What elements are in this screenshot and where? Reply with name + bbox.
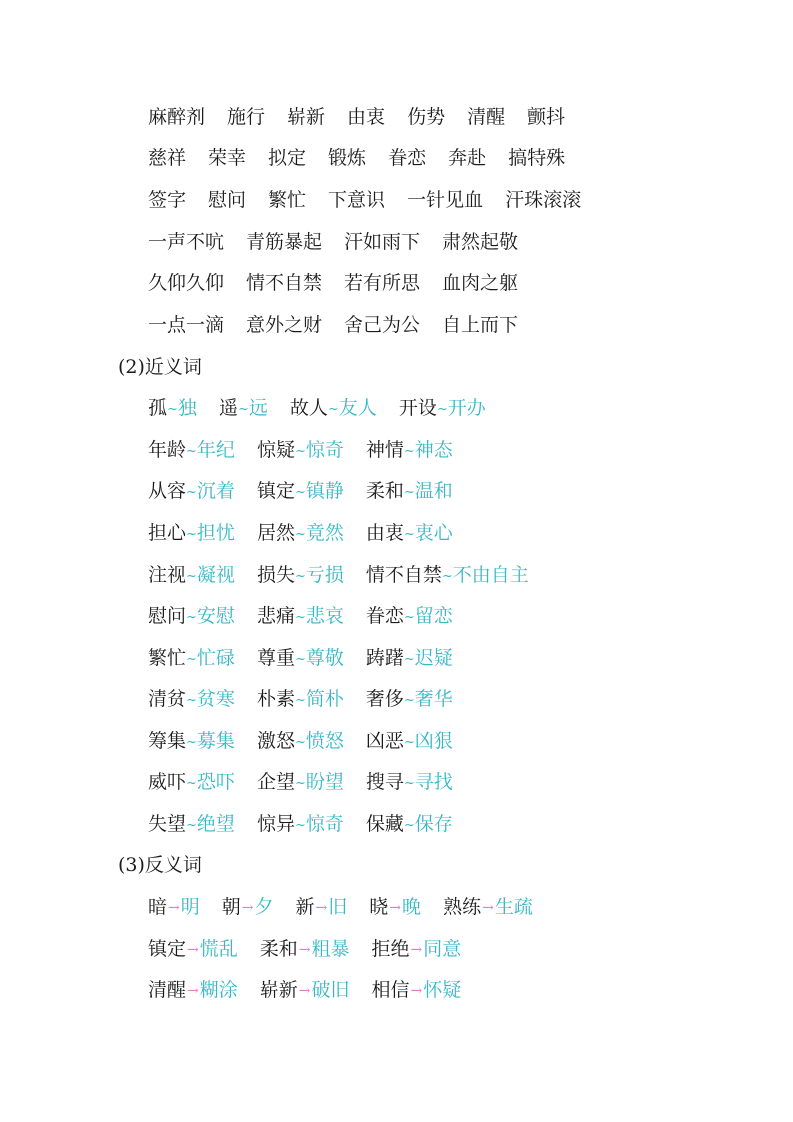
vocab-word: 崭新 xyxy=(287,106,326,128)
word: 镇定 xyxy=(148,938,187,960)
tilde-separator: ~ xyxy=(186,735,197,750)
tilde-separator: ~ xyxy=(186,776,197,791)
vocab-word: 拟定 xyxy=(268,147,307,169)
vocab-word: 施行 xyxy=(227,106,266,128)
word: 凶恶 xyxy=(365,730,404,752)
tilde-separator: ~ xyxy=(294,569,306,584)
tilde-separator: ~ xyxy=(403,776,415,791)
arrow-icon: → xyxy=(410,942,423,958)
tilde-separator: ~ xyxy=(186,818,197,833)
word: 保藏 xyxy=(365,813,404,835)
answer-word: 惊奇 xyxy=(305,813,344,835)
word-pair xyxy=(257,560,344,592)
vocab-word: 奔赴 xyxy=(448,147,487,169)
word-pair xyxy=(148,975,238,1006)
synonyms-heading: (2)近义词 xyxy=(118,356,202,378)
vocab-word: 意外之财 xyxy=(246,314,323,336)
vocab-word: 自上而下 xyxy=(442,314,519,336)
word: 崭新 xyxy=(259,979,298,1001)
synonym-row xyxy=(148,560,551,590)
tilde-separator: ~ xyxy=(294,444,306,459)
word: 踌躇 xyxy=(365,647,404,669)
tilde-separator: ~ xyxy=(403,610,415,625)
vocab-row xyxy=(148,185,603,215)
arrow-icon: → xyxy=(389,900,402,916)
word-pair xyxy=(366,726,453,758)
answer-word: 募集 xyxy=(196,730,235,752)
word-pair xyxy=(219,393,268,425)
arrow-icon: → xyxy=(187,942,199,958)
vocab-word: 繁忙 xyxy=(268,189,307,211)
tilde-separator: ~ xyxy=(327,402,339,417)
word: 孤 xyxy=(148,397,168,419)
word-pair xyxy=(366,476,453,508)
synonym-row xyxy=(148,767,475,797)
answer-word: 寻找 xyxy=(414,771,453,793)
vocab-row xyxy=(148,102,587,132)
word: 朴素 xyxy=(256,688,295,710)
arrow-icon: → xyxy=(168,900,180,916)
word-pair xyxy=(260,934,350,965)
answer-word: 衷心 xyxy=(414,522,453,544)
word: 暗 xyxy=(148,896,168,918)
vocab-word: 肃然起敬 xyxy=(442,231,519,253)
word-pair xyxy=(148,643,235,675)
vocab-word: 颤抖 xyxy=(527,106,566,128)
synonym-row xyxy=(148,601,475,631)
vocab-row xyxy=(148,310,540,340)
word: 相信 xyxy=(371,979,410,1001)
word-pair xyxy=(369,892,421,923)
word-pair xyxy=(366,684,453,716)
answer-word: 竟然 xyxy=(305,522,344,544)
word-pair xyxy=(148,934,238,965)
antonym-row xyxy=(148,934,483,964)
vocab-word: 麻醉剂 xyxy=(148,106,206,128)
answer-word: 旧 xyxy=(328,896,348,918)
vocab-word: 搞特殊 xyxy=(508,147,566,169)
word: 从容 xyxy=(148,480,187,502)
vocab-word: 舍己为公 xyxy=(344,314,421,336)
word-pair xyxy=(148,393,197,425)
answer-word: 盼望 xyxy=(305,771,344,793)
word: 失望 xyxy=(148,813,187,835)
arrow-icon: → xyxy=(482,900,494,916)
word-pair xyxy=(148,892,200,923)
synonym-row xyxy=(148,684,475,714)
answer-word: 绝望 xyxy=(196,813,235,835)
tilde-separator: ~ xyxy=(186,693,197,708)
vocab-row xyxy=(148,268,540,298)
arrow-icon: → xyxy=(298,983,311,999)
word: 惊异 xyxy=(256,813,295,835)
answer-word: 忙碌 xyxy=(196,647,235,669)
vocab-word: 血肉之躯 xyxy=(442,272,519,294)
word-pair xyxy=(372,975,462,1006)
word-pair xyxy=(366,518,453,550)
synonym-row xyxy=(148,393,508,423)
word-pair xyxy=(257,476,344,508)
vocab-word: 由衷 xyxy=(347,106,386,128)
arrow-icon: → xyxy=(187,983,199,999)
answer-word: 镇静 xyxy=(305,480,344,502)
synonym-row xyxy=(148,726,475,756)
synonym-row xyxy=(148,643,475,673)
answer-word: 贫寒 xyxy=(196,688,235,710)
answer-word: 神态 xyxy=(414,439,453,461)
word: 激怒 xyxy=(256,730,295,752)
word: 熟练 xyxy=(443,896,482,918)
vocab-word: 荣幸 xyxy=(208,147,247,169)
answer-word: 沉着 xyxy=(196,480,235,502)
answer-word: 惊奇 xyxy=(305,439,344,461)
word: 遥 xyxy=(218,397,238,419)
answer-word: 明 xyxy=(180,896,200,918)
word-pair xyxy=(366,767,453,799)
tilde-separator: ~ xyxy=(186,569,197,584)
word-pair xyxy=(257,435,344,467)
word: 眷恋 xyxy=(365,605,404,627)
vocab-word: 签字 xyxy=(148,189,187,211)
answer-word: 恐吓 xyxy=(196,771,235,793)
answer-word: 生疏 xyxy=(494,896,533,918)
vocab-word: 下意识 xyxy=(328,189,386,211)
word: 年龄 xyxy=(148,439,187,461)
answer-word: 夕 xyxy=(254,896,274,918)
word: 筹集 xyxy=(148,730,187,752)
tilde-separator: ~ xyxy=(294,776,306,791)
tilde-separator: ~ xyxy=(403,652,415,667)
word-pair xyxy=(257,518,344,550)
tilde-separator: ~ xyxy=(403,818,415,833)
word: 惊疑 xyxy=(256,439,295,461)
vocab-word: 一针见血 xyxy=(407,189,484,211)
word: 企望 xyxy=(256,771,295,793)
vocab-row xyxy=(148,143,587,173)
synonym-row xyxy=(148,435,475,465)
word-pair xyxy=(148,767,235,799)
vocab-word: 汗珠滚滚 xyxy=(505,189,582,211)
answer-word: 担忧 xyxy=(196,522,235,544)
word: 奢侈 xyxy=(365,688,404,710)
answer-word: 尊敬 xyxy=(305,647,344,669)
word: 开设 xyxy=(398,397,437,419)
word-pair xyxy=(257,809,344,841)
answer-word: 安慰 xyxy=(196,605,235,627)
word-pair xyxy=(257,726,344,758)
word-pair xyxy=(296,892,348,923)
word-pair xyxy=(148,435,235,467)
tilde-separator: ~ xyxy=(167,402,178,417)
antonym-row xyxy=(148,975,483,1005)
tilde-separator: ~ xyxy=(294,610,306,625)
tilde-separator: ~ xyxy=(294,735,306,750)
answer-word: 保存 xyxy=(414,813,453,835)
tilde-separator: ~ xyxy=(294,818,306,833)
vocab-word: 伤势 xyxy=(407,106,446,128)
antonyms-heading: (3)反义词 xyxy=(118,854,202,876)
word: 慰问 xyxy=(148,605,187,627)
tilde-separator: ~ xyxy=(186,444,197,459)
word: 故人 xyxy=(289,397,328,419)
word-pair xyxy=(148,518,235,550)
vocab-word: 青筋暴起 xyxy=(246,231,323,253)
vocab-word: 慰问 xyxy=(208,189,247,211)
word: 搜寻 xyxy=(365,771,404,793)
tilde-separator: ~ xyxy=(186,527,197,542)
word-pair xyxy=(366,601,453,633)
word-pair xyxy=(366,643,453,675)
vocab-word: 一声不吭 xyxy=(148,231,225,253)
answer-word: 同意 xyxy=(423,938,462,960)
vocab-word: 清醒 xyxy=(467,106,506,128)
word-pair xyxy=(260,975,350,1006)
arrow-icon: → xyxy=(298,942,311,958)
answer-word: 破旧 xyxy=(311,979,350,1001)
tilde-separator: ~ xyxy=(294,652,306,667)
word: 损失 xyxy=(256,564,295,586)
answer-word: 不由自主 xyxy=(452,564,529,586)
word: 神情 xyxy=(365,439,404,461)
tilde-separator: ~ xyxy=(441,569,453,584)
word: 镇定 xyxy=(256,480,295,502)
answer-word: 温和 xyxy=(414,480,453,502)
word-pair xyxy=(148,476,235,508)
answer-word: 亏损 xyxy=(305,564,344,586)
word: 朝 xyxy=(221,896,241,918)
word-pair xyxy=(148,809,235,841)
tilde-separator: ~ xyxy=(403,527,415,542)
tilde-separator: ~ xyxy=(403,735,415,750)
word: 柔和 xyxy=(365,480,404,502)
vocab-word: 一点一滴 xyxy=(148,314,225,336)
vocab-word: 若有所思 xyxy=(344,272,421,294)
tilde-separator: ~ xyxy=(294,485,306,500)
word-pair xyxy=(257,601,344,633)
word: 清贫 xyxy=(148,688,187,710)
word-pair xyxy=(148,684,235,716)
word: 居然 xyxy=(256,522,295,544)
answer-word: 留恋 xyxy=(414,605,453,627)
word: 注视 xyxy=(148,564,187,586)
tilde-separator: ~ xyxy=(294,527,306,542)
answer-word: 远 xyxy=(248,397,268,419)
synonym-row xyxy=(148,476,475,506)
arrow-icon: → xyxy=(410,983,423,999)
antonym-row xyxy=(148,892,555,922)
word: 担心 xyxy=(148,522,187,544)
word-pair xyxy=(222,892,274,923)
answer-word: 独 xyxy=(177,397,197,419)
tilde-separator: ~ xyxy=(436,402,448,417)
vocab-row xyxy=(148,227,540,257)
synonym-row xyxy=(148,809,475,839)
answer-word: 年纪 xyxy=(196,439,235,461)
word: 悲痛 xyxy=(256,605,295,627)
synonym-row xyxy=(148,518,475,548)
word: 尊重 xyxy=(256,647,295,669)
word-pair xyxy=(443,892,533,923)
vocab-word: 眷恋 xyxy=(388,147,427,169)
word: 情不自禁 xyxy=(365,564,442,586)
word-pair xyxy=(148,726,235,758)
word: 清醒 xyxy=(148,979,187,1001)
arrow-icon: → xyxy=(241,900,254,916)
answer-word: 凝视 xyxy=(196,564,235,586)
vocab-word: 慈祥 xyxy=(148,147,187,169)
answer-word: 凶狠 xyxy=(414,730,453,752)
word-pair xyxy=(366,560,529,592)
tilde-separator: ~ xyxy=(186,485,197,500)
answer-word: 慌乱 xyxy=(199,938,238,960)
answer-word: 糊涂 xyxy=(199,979,238,1001)
tilde-separator: ~ xyxy=(237,402,249,417)
vocab-word: 久仰久仰 xyxy=(148,272,225,294)
answer-word: 晚 xyxy=(402,896,422,918)
answer-word: 简朴 xyxy=(305,688,344,710)
answer-word: 开办 xyxy=(447,397,486,419)
answer-word: 怀疑 xyxy=(423,979,462,1001)
word-pair xyxy=(366,435,453,467)
tilde-separator: ~ xyxy=(403,693,415,708)
vocab-word: 情不自禁 xyxy=(246,272,323,294)
word: 由衷 xyxy=(365,522,404,544)
answer-word: 粗暴 xyxy=(311,938,350,960)
word-pair xyxy=(257,767,344,799)
word: 威吓 xyxy=(148,771,187,793)
arrow-icon: → xyxy=(315,900,328,916)
vocab-word: 锻炼 xyxy=(328,147,367,169)
word: 繁忙 xyxy=(148,647,187,669)
answer-word: 迟疑 xyxy=(414,647,453,669)
tilde-separator: ~ xyxy=(403,485,415,500)
word: 新 xyxy=(295,896,315,918)
word: 晓 xyxy=(369,896,389,918)
word-pair xyxy=(290,393,377,425)
word-pair xyxy=(399,393,486,425)
answer-word: 悲哀 xyxy=(305,605,344,627)
tilde-separator: ~ xyxy=(186,652,197,667)
word-pair xyxy=(148,560,235,592)
word-pair xyxy=(366,809,453,841)
tilde-separator: ~ xyxy=(403,444,415,459)
answer-word: 奢华 xyxy=(414,688,453,710)
answer-word: 愤怒 xyxy=(305,730,344,752)
word-pair xyxy=(257,684,344,716)
answer-word: 友人 xyxy=(338,397,377,419)
vocab-word: 汗如雨下 xyxy=(344,231,421,253)
word: 拒绝 xyxy=(371,938,410,960)
tilde-separator: ~ xyxy=(294,693,306,708)
word: 柔和 xyxy=(259,938,298,960)
word-pair xyxy=(372,934,462,965)
word-pair xyxy=(148,601,235,633)
tilde-separator: ~ xyxy=(186,610,197,625)
word-pair xyxy=(257,643,344,675)
